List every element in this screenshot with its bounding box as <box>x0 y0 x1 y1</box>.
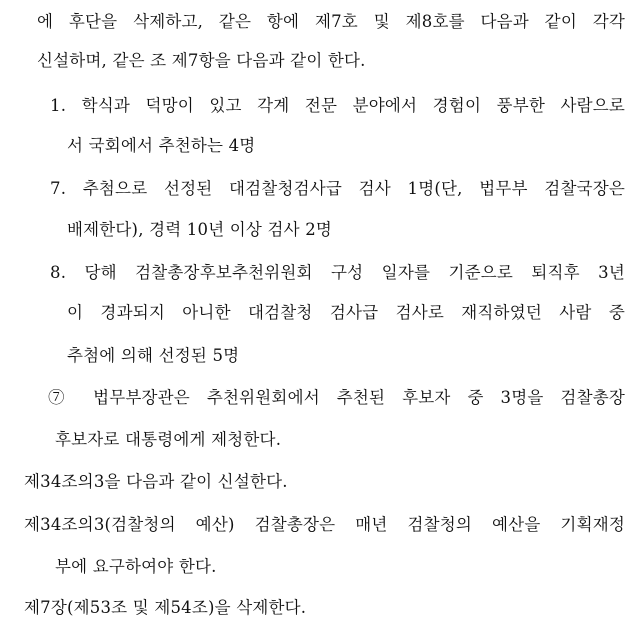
text-line: 8. 당해 검찰총장후보추천위원회 구성 일자를 기준으로 퇴직후 3년 <box>50 263 625 282</box>
text-line: 7. 추첨으로 선정된 대검찰청검사급 검사 1명(단, 법무부 검찰국장은 <box>50 179 625 198</box>
text-line: 신설하며, 같은 조 제7항을 다음과 같이 한다. <box>37 51 366 70</box>
text-line: 부에 요구하여야 한다. <box>55 557 217 576</box>
text-line: 제7장(제53조 및 제54조)을 삭제한다. <box>24 598 307 617</box>
text-line: 에 후단을 삭제하고, 같은 항에 제7호 및 제8호를 다음과 같이 각각 <box>37 12 625 31</box>
text-line: 서 국회에서 추천하는 4명 <box>67 136 256 155</box>
text-line: 제34조의3을 다음과 같이 신설한다. <box>24 472 288 491</box>
text-line: 이 경과되지 아니한 대검찰청 검사급 검사로 재직하였던 사람 중 <box>67 303 625 322</box>
text-line: 추첨에 의해 선정된 5명 <box>67 346 240 365</box>
text-line: ⑦ 법무부장관은 추천위원회에서 추천된 후보자 중 3명을 검찰총장 <box>48 388 625 407</box>
text-line: 제34조의3(검찰청의 예산) 검찰총장은 매년 검찰청의 예산을 기획재정 <box>24 515 625 534</box>
text-line: 1. 학식과 덕망이 있고 각계 전문 분야에서 경험이 풍부한 사람으로 <box>50 96 625 115</box>
text-line: 배제한다), 경력 10년 이상 검사 2명 <box>67 220 333 239</box>
text-line: 후보자로 대통령에게 제청한다. <box>55 430 282 449</box>
